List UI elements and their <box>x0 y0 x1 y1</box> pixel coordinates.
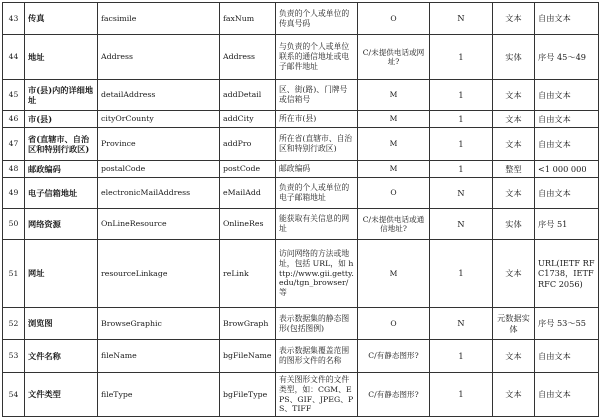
max-occurrence: 1 <box>430 111 493 128</box>
obligation: C/有静态图形? <box>358 340 430 373</box>
row-number: 50 <box>3 209 25 240</box>
max-occurrence: 1 <box>430 128 493 161</box>
table-row <box>3 80 599 111</box>
english-name: facsimile <box>98 3 220 35</box>
domain: 序号 45～49 <box>535 35 599 80</box>
data-type: 实体 <box>493 209 535 240</box>
short-name: faxNum <box>220 3 276 35</box>
table-row <box>3 308 599 340</box>
data-type: 元数据实体 <box>493 308 535 340</box>
row-number: 52 <box>3 308 25 340</box>
definition: 负责的个人或单位的电子邮箱地址 <box>276 178 358 209</box>
obligation: M <box>358 161 430 178</box>
data-type: 实体 <box>493 35 535 80</box>
chinese-name: 浏览图 <box>25 308 98 340</box>
definition: 表示数据集覆盖范围的图形文件的名称 <box>276 340 358 373</box>
definition: 负责的个人或单位的传真号码 <box>276 3 358 35</box>
domain: URL(IETF RFC1738，IETF RFC 2056) <box>535 240 599 308</box>
row-number: 54 <box>3 373 25 417</box>
data-type: 文本 <box>493 178 535 209</box>
domain: 序号 53～55 <box>535 308 599 340</box>
chinese-name: 网址 <box>25 240 98 308</box>
metadata-table <box>2 2 599 417</box>
short-name: addCity <box>220 111 276 128</box>
table-row <box>3 209 599 240</box>
chinese-name: 文件类型 <box>25 373 98 417</box>
max-occurrence: N <box>430 308 493 340</box>
short-name: Address <box>220 35 276 80</box>
max-occurrence: 1 <box>430 35 493 80</box>
max-occurrence: 1 <box>430 373 493 417</box>
table-row <box>3 161 599 178</box>
obligation: C/有静态图形? <box>358 373 430 417</box>
data-type: 文本 <box>493 340 535 373</box>
chinese-name: 省(直辖市、自治区和特别行政区) <box>25 128 98 161</box>
english-name: fileType <box>98 373 220 417</box>
english-name: electronicMailAddress <box>98 178 220 209</box>
table-row <box>3 178 599 209</box>
table-row <box>3 240 599 308</box>
english-name: postalCode <box>98 161 220 178</box>
row-number: 44 <box>3 35 25 80</box>
max-occurrence: 1 <box>430 161 493 178</box>
data-type: 文本 <box>493 3 535 35</box>
chinese-name: 市(县) <box>25 111 98 128</box>
max-occurrence: 1 <box>430 80 493 111</box>
short-name: bgFileName <box>220 340 276 373</box>
short-name: BrowGraph <box>220 308 276 340</box>
data-type: 文本 <box>493 373 535 417</box>
data-type: 文本 <box>493 111 535 128</box>
definition: 与负责的个人或单位联系的通信地址或电子邮件地址 <box>276 35 358 80</box>
english-name: OnLineResource <box>98 209 220 240</box>
english-name: resourceLinkage <box>98 240 220 308</box>
table-row <box>3 111 599 128</box>
obligation: M <box>358 240 430 308</box>
short-name: eMailAdd <box>220 178 276 209</box>
row-number: 46 <box>3 111 25 128</box>
definition: 有关图形文件的文件类型，如：CGM、EPS、GIF、JPEG、PS、TIFF <box>276 373 358 417</box>
row-number: 53 <box>3 340 25 373</box>
domain: 序号 51 <box>535 209 599 240</box>
chinese-name: 传真 <box>25 3 98 35</box>
english-name: cityOrCounty <box>98 111 220 128</box>
definition: 区、街(路)、门牌号或信箱号 <box>276 80 358 111</box>
english-name: BrowseGraphic <box>98 308 220 340</box>
chinese-name: 文件名称 <box>25 340 98 373</box>
max-occurrence: 1 <box>430 340 493 373</box>
english-name: Province <box>98 128 220 161</box>
max-occurrence: 1 <box>430 240 493 308</box>
definition: 访问网络的方法或地址，包括 URL，如 http://www.gii.getty.edu/tgn_browser/等 <box>276 240 358 308</box>
short-name: OnlineRes <box>220 209 276 240</box>
chinese-name: 市(县)内的详细地址 <box>25 80 98 111</box>
row-number: 51 <box>3 240 25 308</box>
obligation: C/未提供电话或通信地址? <box>358 209 430 240</box>
obligation: M <box>358 111 430 128</box>
data-type: 文本 <box>493 240 535 308</box>
domain: 自由文本 <box>535 3 599 35</box>
data-type: 文本 <box>493 128 535 161</box>
domain: 自由文本 <box>535 373 599 417</box>
english-name: fileName <box>98 340 220 373</box>
obligation: M <box>358 80 430 111</box>
domain: <1 000 000 <box>535 161 599 178</box>
domain: 自由文本 <box>535 128 599 161</box>
table-row <box>3 340 599 373</box>
max-occurrence: N <box>430 178 493 209</box>
definition: 所在省(直辖市、自治区和特别行政区) <box>276 128 358 161</box>
row-number: 49 <box>3 178 25 209</box>
table-row <box>3 3 599 35</box>
definition: 表示数据集的静态图形(包括图例) <box>276 308 358 340</box>
obligation: C/未提供电话或网址? <box>358 35 430 80</box>
row-number: 47 <box>3 128 25 161</box>
chinese-name: 地址 <box>25 35 98 80</box>
short-name: addDetail <box>220 80 276 111</box>
row-number: 45 <box>3 80 25 111</box>
chinese-name: 邮政编码 <box>25 161 98 178</box>
table-row <box>3 35 599 80</box>
obligation: O <box>358 3 430 35</box>
obligation: M <box>358 128 430 161</box>
definition: 能获取有关信息的网址 <box>276 209 358 240</box>
english-name: detailAddress <box>98 80 220 111</box>
short-name: reLink <box>220 240 276 308</box>
short-name: bgFileType <box>220 373 276 417</box>
row-number: 48 <box>3 161 25 178</box>
data-type: 文本 <box>493 80 535 111</box>
domain: 自由文本 <box>535 111 599 128</box>
english-name: Address <box>98 35 220 80</box>
row-number: 43 <box>3 3 25 35</box>
domain: 自由文本 <box>535 340 599 373</box>
short-name: addPro <box>220 128 276 161</box>
chinese-name: 电子信箱地址 <box>25 178 98 209</box>
table-row <box>3 373 599 417</box>
definition: 所在市(县) <box>276 111 358 128</box>
domain: 自由文本 <box>535 178 599 209</box>
data-type: 整型 <box>493 161 535 178</box>
obligation: O <box>358 178 430 209</box>
domain: 自由文本 <box>535 80 599 111</box>
obligation: O <box>358 308 430 340</box>
definition: 邮政编码 <box>276 161 358 178</box>
short-name: postCode <box>220 161 276 178</box>
max-occurrence: N <box>430 3 493 35</box>
table-row <box>3 128 599 161</box>
chinese-name: 网络资源 <box>25 209 98 240</box>
max-occurrence: N <box>430 209 493 240</box>
